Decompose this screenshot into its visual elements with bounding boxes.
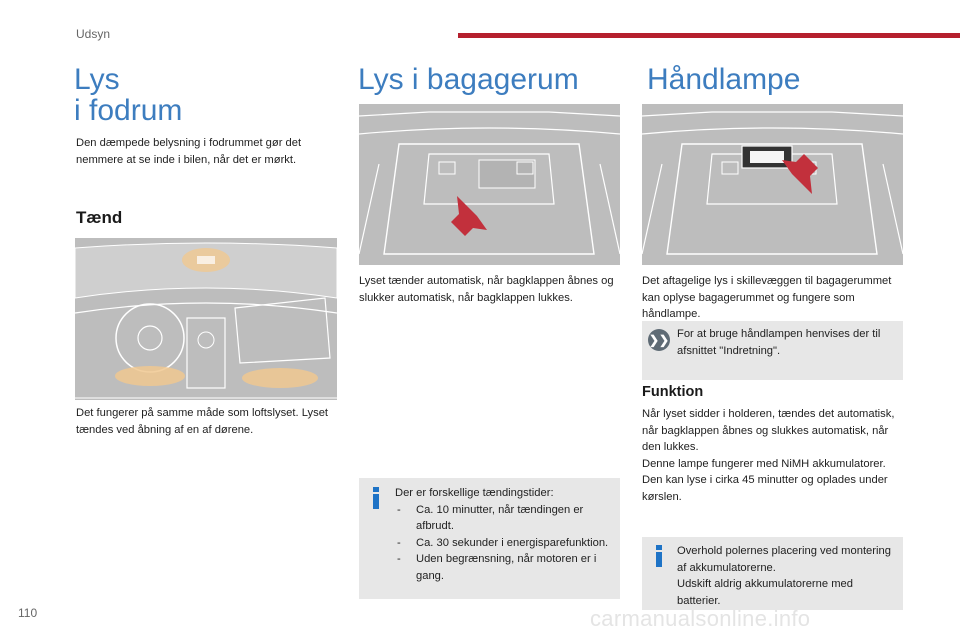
info-icon	[369, 487, 383, 509]
dashboard-illustration	[75, 238, 337, 400]
info-batteries-content	[677, 543, 897, 609]
title-handlampe: Håndlampe	[647, 63, 801, 96]
title-lys-i-bagagerum: Lys i bagagerum	[358, 63, 579, 96]
function-text	[642, 406, 904, 505]
function-text-3: Den kan lyse i cirka 45 minutter og oplades under kørslen.	[642, 474, 888, 503]
info-box-timings	[359, 478, 620, 599]
subhead-taend: Tænd	[76, 208, 123, 227]
handlamp-illustration	[642, 104, 903, 265]
ref-note-box	[642, 321, 903, 380]
caption-text: Det fungerer på samme måde som loftslyset. Lyset tændes ved åbning af en af dørene.	[76, 407, 329, 436]
trunk-light-text: Lyset tænder automatisk, når bagklappen åbnes og slukker automatisk, når bagklappen lukkes.	[359, 275, 614, 304]
car-trunk-handlamp-image	[642, 104, 903, 265]
info-icon	[652, 545, 666, 567]
list-item: - Ca. 30 sekunder i energisparefunktion.	[395, 535, 615, 552]
ref-note-text: For at bruge håndlampen henvises der til afsnittet "Indretning".	[677, 328, 881, 357]
subhead-funktion: Funktion	[642, 384, 704, 400]
info-batteries-text-2: Udskift aldrig akkumulatorerne med batterier.	[677, 578, 853, 607]
title-lys-i-fodrum	[74, 64, 344, 126]
function-text-1: Når lyset sidder i holderen, tændes det automatisk, når bagklappen åbnes og slukkes automatisk, når den lukkes.	[642, 408, 895, 453]
list-item: - Ca. 10 minutter, når tændingen er afbrudt.	[395, 502, 615, 535]
list-item: - Uden begrænsning, når motoren er i gang.	[395, 551, 615, 584]
info-batteries-text-1: Overhold polernes placering ved montering af akkumulatorerne.	[677, 545, 891, 574]
title-line-1: Lys	[74, 63, 120, 96]
info-timings-content	[395, 485, 615, 584]
page-number: 110	[18, 606, 38, 620]
timings-list	[395, 502, 615, 585]
info-box-batteries	[642, 537, 903, 610]
trunk-illustration	[359, 104, 620, 265]
watermark-text: carmanualsonline.info	[590, 606, 811, 631]
car-trunk-light-image	[359, 104, 620, 265]
car-interior-dashboard-image	[75, 238, 337, 400]
section-label: Udsyn	[76, 27, 111, 41]
info-timings-heading: Der er forskellige tændingstider:	[395, 487, 554, 499]
header-accent-bar	[458, 33, 960, 38]
arrow-right-icon: ❯❯	[648, 329, 670, 351]
title-line-2: i fodrum	[74, 94, 183, 127]
intro-text: Den dæmpede belysning i fodrummet gør det nemmere at se inde i bilen, når det er mørkt.	[76, 137, 302, 166]
function-text-2: Denne lampe fungerer med NiMH akkumulatorer.	[642, 457, 886, 470]
handlamp-text: Det aftagelige lys i skillevæggen til bagagerummet kan oplyse bagagerummet og fungere som håndlampe.	[642, 275, 892, 320]
